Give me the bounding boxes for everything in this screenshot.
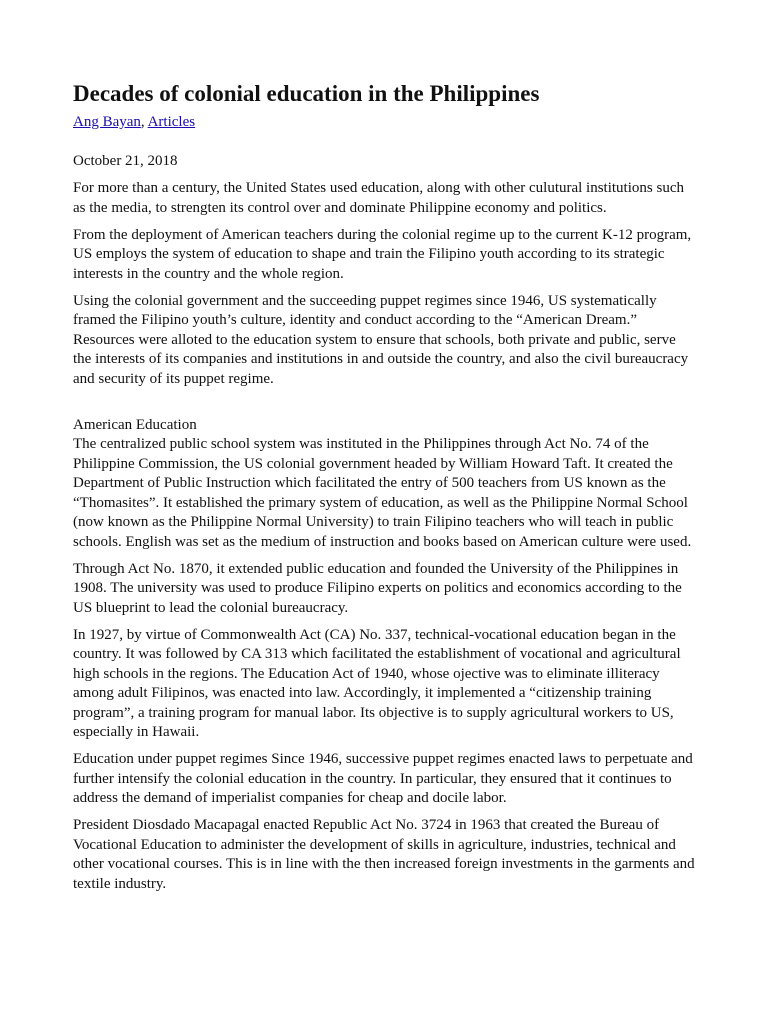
- section-paragraph: President Diosdado Macapagal enacted Republic Act No. 3724 in 1963 that created the Bureau of Vocational Education to administer the development of skills in agriculture, industries, technical and other vocational courses. This is in line with the then increased foreign investments in the garments and textile industry.: [73, 817, 695, 892]
- category-link-ang-bayan[interactable]: Ang Bayan: [73, 114, 141, 130]
- category-separator: ,: [140, 114, 148, 130]
- section-paragraph: In 1927, by virtue of Commonwealth Act (CA) No. 337, technical-vocational education began in the country. It was followed by CA 313 which facilitated the establishment of vocational and agricultural high schools in the regions. The Education Act of 1940, whose ojective was to eliminate illiteracy among adult Filipinos, was enacted into law. Accordingly, it implemented a “citizenship training program”, a training program for manual labor. Its objective is to supply agricultural workers to US, especially in Hawaii.: [73, 626, 681, 740]
- article-categories: [73, 113, 696, 132]
- article-date: October 21, 2018: [73, 153, 178, 169]
- intro-paragraph: From the deployment of American teachers during the colonial regime up to the current K-12 program, US employs the system of education to shape and train the Filipino youth according to its strategic interests in the country and the whole region.: [73, 226, 692, 282]
- section-block: [73, 416, 696, 553]
- section-spacer: [73, 397, 696, 416]
- intro-paragraph: Using the colonial government and the succeeding puppet regimes since 1946, US systematically framed the Filipino youth’s culture, identity and conduct according to the “American Dream.” Resources were alloted to the education system to ensure that schools, both private and public, serve the interests of its companies and institutions in and outside the country, and also the civil bureaucracy and security of its puppet regime.: [73, 292, 689, 387]
- section-paragraph: Education under puppet regimes Since 1946, successive puppet regimes enacted laws to perpetuate and further intensify the colonial education in the country. In particular, they ensured that it continues to address the demand of imperialist companies for cheap and docile labor.: [73, 751, 693, 806]
- article-title: Decades of colonial education in the Philippines: [73, 81, 540, 106]
- category-link-articles[interactable]: Articles: [147, 114, 196, 130]
- section-heading-american-education: American Education: [73, 416, 197, 433]
- section-paragraph: Through Act No. 1870, it extended public education and founded the University of the Philippines in 1908. The university was used to produce Filipino experts on politics and economics according to the US blueprint to lead the colonial bureaucracy.: [73, 560, 682, 616]
- section-paragraph: The centralized public school system was instituted in the Philippines through Act No. 74 of the Philippine Commission, the US colonial government headed by William Howard Taft. It created the Department of Public Instruction which facilitated the entry of 500 teachers from US known as the “Thomasites”. It established the primary system of education, as well as the Philippine Normal School (now known as the Philippine Normal University) to train Filipino teachers who will teach in public schools. English was set as the medium of instruction and books based on American culture were used.: [73, 436, 692, 550]
- intro-paragraph: For more than a century, the United States used education, along with other culutural institutions such as the media, to strengten its control over and dominate Philippine economy and politics.: [73, 180, 684, 216]
